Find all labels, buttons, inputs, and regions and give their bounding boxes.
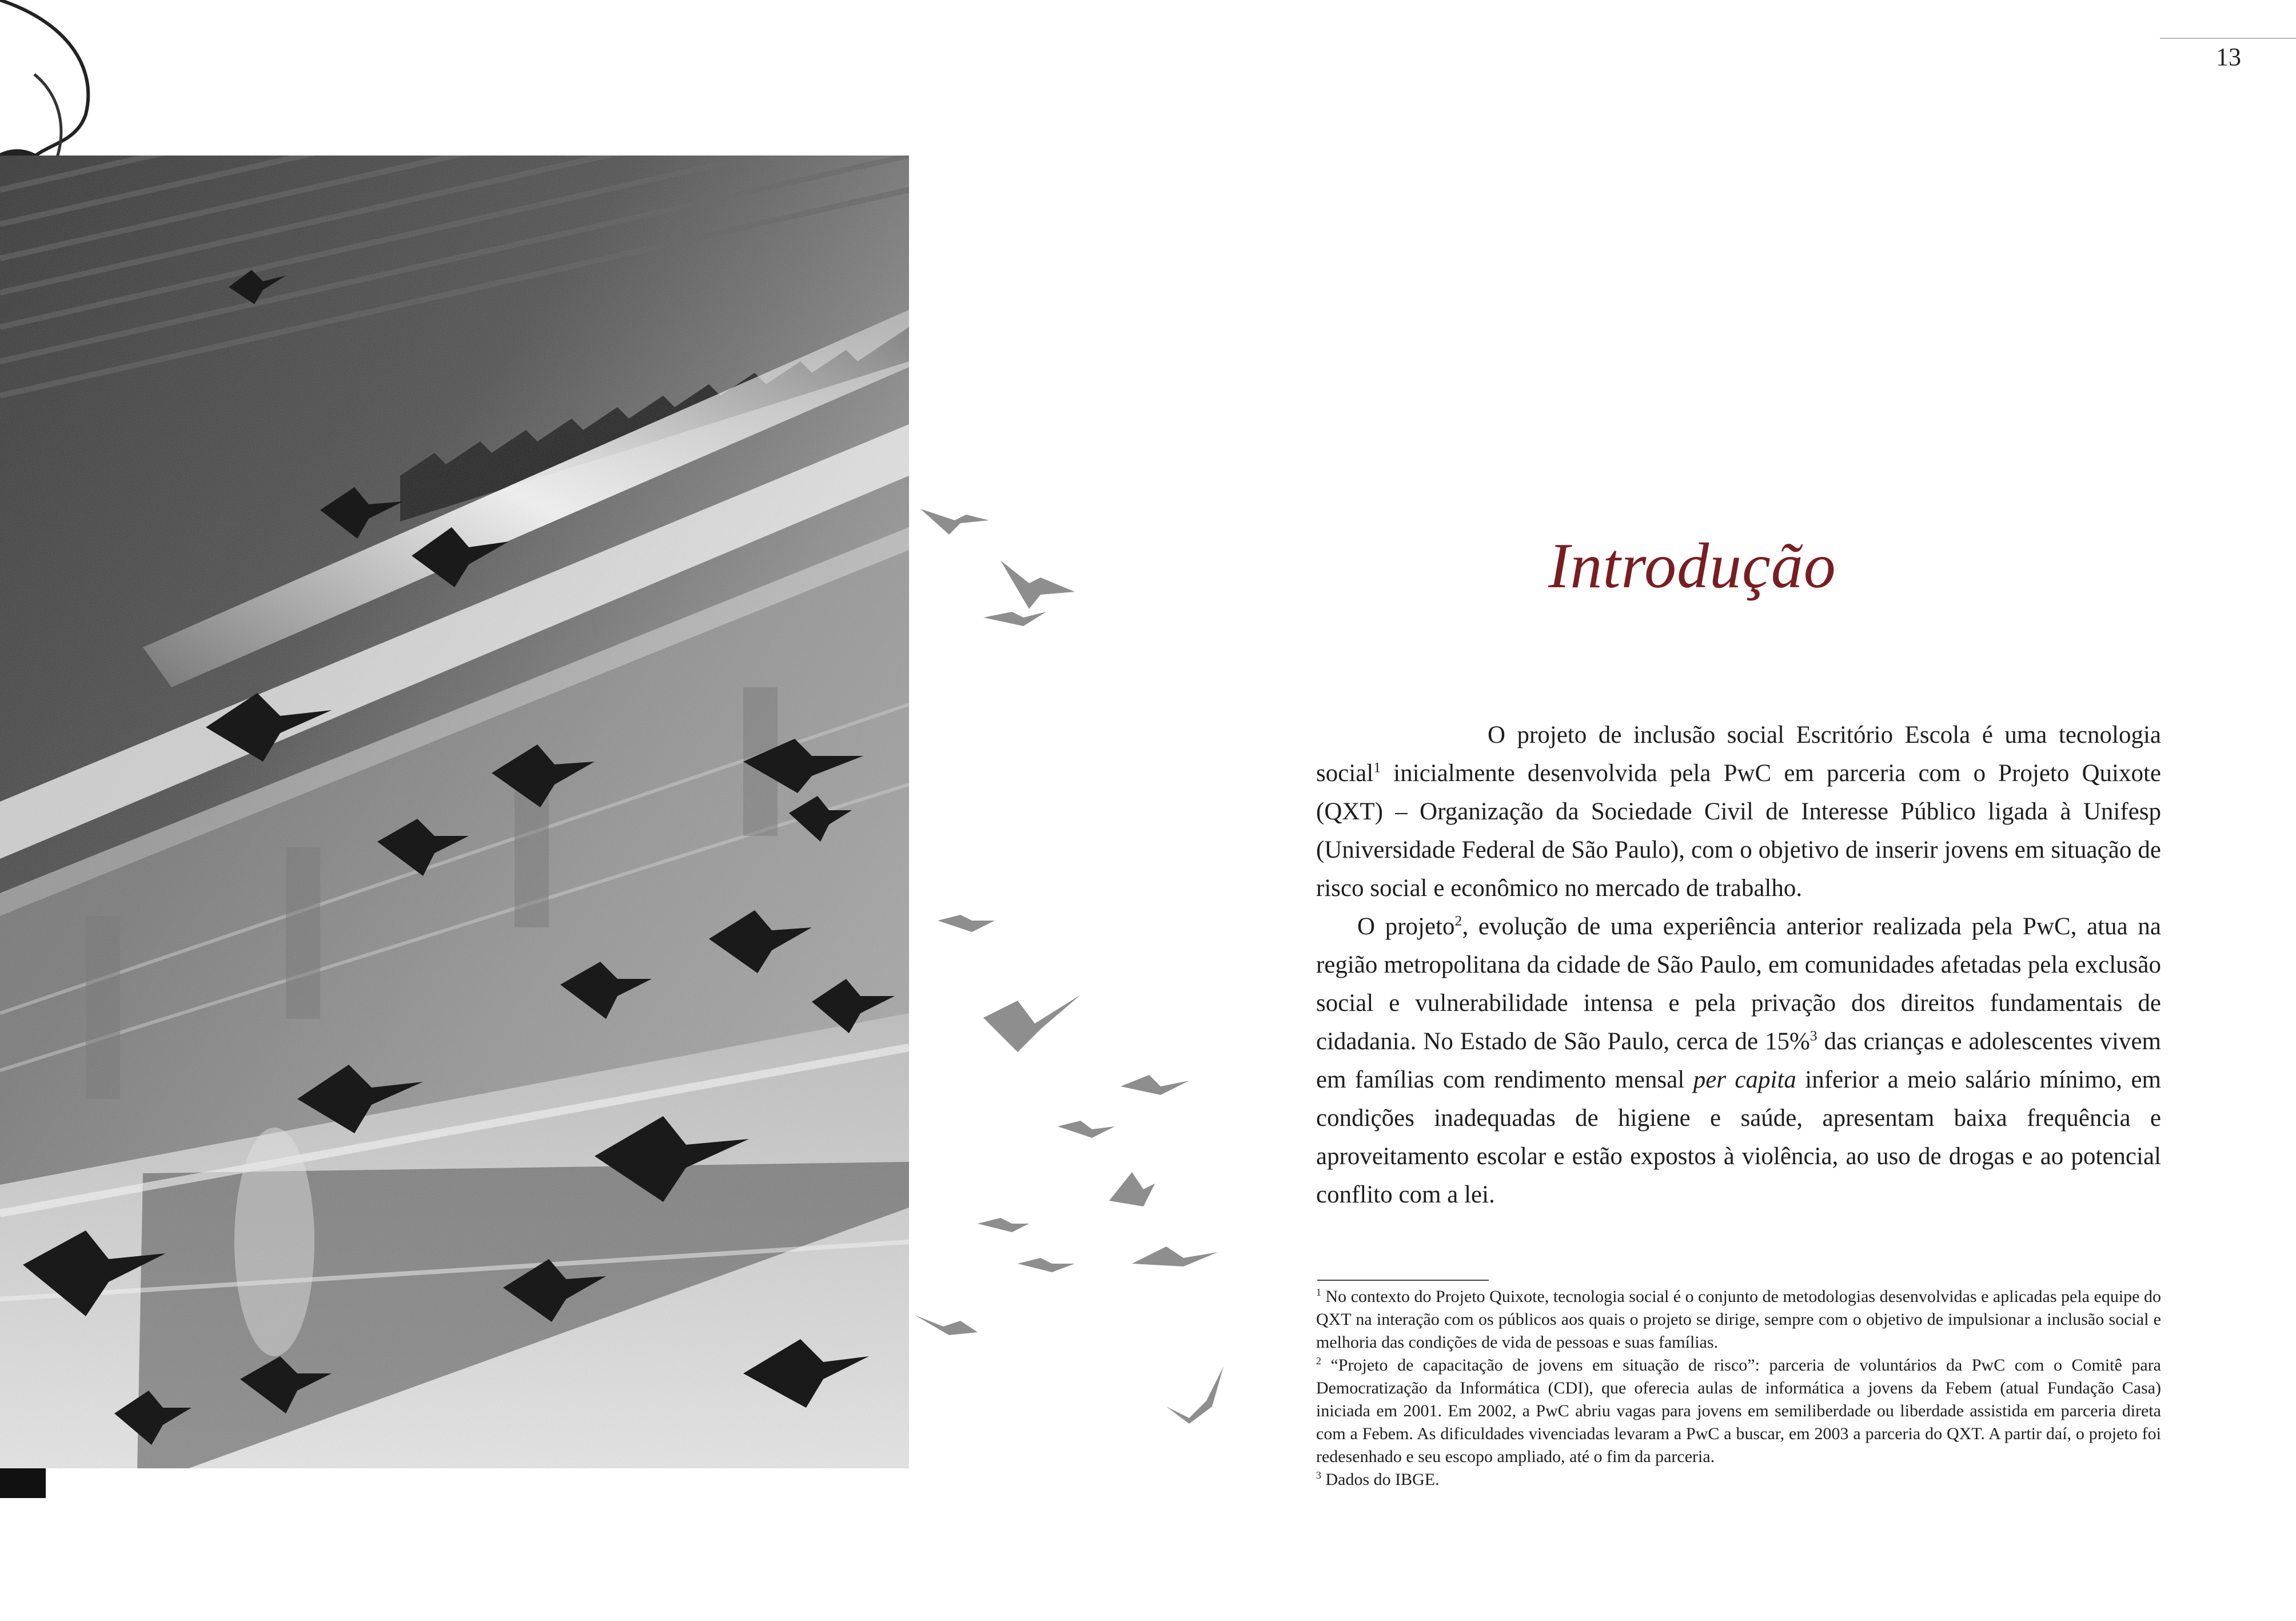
footnote-rule [1317, 1280, 1489, 1281]
footnote-2-marker: 2 [1316, 1355, 1321, 1367]
paragraph-2 [1316, 907, 2161, 1214]
footnote-1-text: No contexto do Projeto Quixote, tecnologia social é o conjunto de metodologias desenvolvidas e aplicadas pela equipe do QXT na interação com os públicos aos quais o projeto se dirige, sempre com o objetivo de impulsionar a inclusão social e melhoria das condições de vida de pessoas e suas famílias. [1316, 1287, 2161, 1352]
paragraph-2-text-d: inferior a meio salário mínimo, em condições inadequadas de higiene e saúde, apresentam baixa frequência e aproveitamento escolar e estão expostos à violência, ao uso de drogas e ao potencial conflito com a lei. [1316, 1066, 2161, 1208]
page-number: 13 [2216, 43, 2241, 71]
footnote-2-text: “Projeto de capacitação de jovens em situação de risco”: parceria de voluntários da PwC com o Comitê para Democratização da Informática (CDI), que oferecia aulas de informática a jovens da Febem (atual Fundação Casa) iniciada em 2001. Em 2002, a PwC abriu vagas para jovens em semiliberdade ou liberdade assistida em parceria direta com a Febem. As dificuldades vivenciadas levaram a PwC a buscar, em 2003 a parceria do QXT. A partir daí, o projeto foi redesenhado e seu escopo ampliado, até o fim da parceria. [1316, 1356, 2161, 1466]
footnotes [1316, 1285, 2161, 1491]
footnote-1-marker: 1 [1316, 1287, 1321, 1298]
footnote-1 [1316, 1285, 2161, 1354]
footnote-ref-2: 2 [1454, 912, 1462, 929]
paragraph-2-italic: per capita [1693, 1066, 1796, 1093]
paragraph-1-text-a: O projeto de inclusão social Escritório Escola é uma tecnologia social [1316, 722, 2161, 787]
footnote-3-marker: 3 [1316, 1469, 1321, 1481]
paragraph-2-text-a: O projeto [1357, 913, 1455, 940]
paragraph-2-text-c: das crianças e adolescentes vivem em famílias com rendimento mensal [1316, 1028, 2162, 1093]
paragraph-2-text-b: , evolução de uma experiência anterior realizada pela PwC, atua na região metropolitana da cidade de São Paulo, em comunidades afetadas pela exclusão social e vulnerabilidade intensa e pela privação dos direitos fundamentais de cidadania. No Estado de São Paulo, cerca de 15% [1316, 913, 2161, 1055]
footnote-3 [1316, 1468, 2161, 1491]
flying-birds-illustration [892, 469, 1304, 1498]
page-title: Introdução [1548, 531, 1836, 602]
footnote-2 [1316, 1354, 2161, 1468]
footnote-ref-1: 1 [1373, 759, 1381, 776]
footnote-3-text: Dados do IBGE. [1321, 1470, 1440, 1489]
page-number-rule [2160, 38, 2296, 39]
footnote-ref-3: 3 [1809, 1027, 1817, 1044]
subway-birds-photo [0, 156, 909, 1468]
paragraph-1 [1316, 716, 2161, 907]
paragraph-1-text-b: inicialmente desenvolvida pela PwC em parceria com o Projeto Quixote (QXT) – Organização da Sociedade Civil de Interesse Público ligada à Unifesp (Universidade Federal de São Paulo), com o objetivo de inserir jovens em situação de risco social e econômico no mercado de trabalho. [1316, 760, 2161, 902]
body-text [1316, 716, 2161, 1214]
